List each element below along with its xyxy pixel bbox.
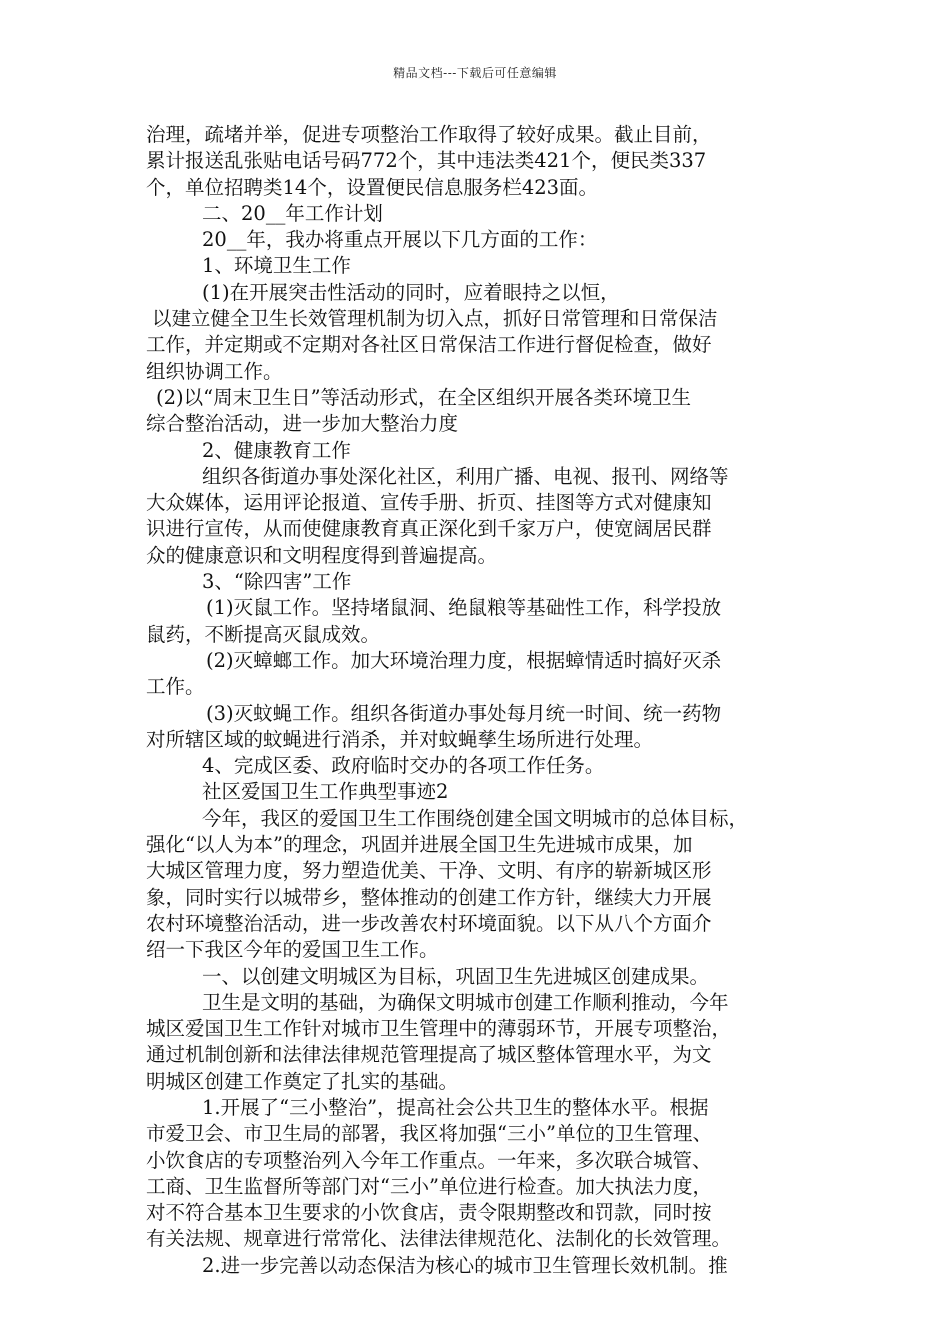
text-line: 强化“以人为本”的理念，巩固并进展全国卫生先进城市成果，加 bbox=[146, 833, 693, 857]
text-line: (1)在开展突击性活动的同时，应着眼持之以恒， bbox=[202, 280, 620, 304]
text-line: 组织协调工作。 bbox=[146, 359, 283, 383]
text-line: (2)灭蟑螂工作。加大环境治理力度，根据蟑情适时搞好灭杀 bbox=[206, 648, 722, 672]
subsection-heading: 2、健康教育工作 bbox=[202, 438, 351, 462]
text-line: 组织各街道办事处深化社区，利用广播、电视、报刊、网络等 bbox=[202, 464, 729, 488]
text-line: 识进行宣传，从而使健康教育真正深化到千家万户，使宽阔居民群 bbox=[146, 517, 712, 541]
text-line: 小饮食店的专项整治列入今年工作重点。一年来，多次联合城管、 bbox=[146, 1148, 712, 1172]
text-line: 对所辖区域的蚊蝇进行消杀，并对蚊蝇孳生场所进行处理。 bbox=[146, 727, 654, 751]
article-title: 社区爱国卫生工作典型事迹2 bbox=[202, 780, 449, 804]
section-heading: 一、以创建文明城区为目标，巩固卫生先进城区创建成果。 bbox=[202, 964, 710, 988]
text-line: (3)灭蚊蝇工作。组织各街道办事处每月统一时间、统一药物 bbox=[206, 701, 722, 725]
text-line: 大城区管理力度，努力塑造优美、干净、文明、有序的崭新城区形 bbox=[146, 859, 712, 883]
text-line: 1.开展了“三小整治”，提高社会公共卫生的整体水平。根据 bbox=[202, 1095, 709, 1119]
text-line: 绍一下我区今年的爱国卫生工作。 bbox=[146, 938, 439, 962]
text-line: 大众媒体，运用评论报道、宣传手册、折页、挂图等方式对健康知 bbox=[146, 491, 712, 515]
text-line: 众的健康意识和文明程度得到普遍提高。 bbox=[146, 543, 498, 567]
text-line: 明城区创建工作奠定了扎实的基础。 bbox=[146, 1069, 459, 1093]
subsection-heading: 1、环境卫生工作 bbox=[202, 254, 351, 278]
text-line: 个，单位招聘类14个，设置便民信息服务栏423面。 bbox=[146, 175, 599, 199]
section-heading: 二、20__年工作计划 bbox=[202, 201, 383, 225]
subsection-heading: 3、“除四害”工作 bbox=[202, 570, 352, 594]
text-line: 卫生是文明的基础，为确保文明城市创建工作顺利推动，今年 bbox=[202, 990, 729, 1014]
text-line: 工作，并定期或不定期对各社区日常保洁工作进行督促检查，做好 bbox=[146, 333, 712, 357]
text-line: 工商、卫生监督所等部门对“三小”单位进行检查。加大执法力度， bbox=[146, 1174, 712, 1198]
text-line: 累计报送乱张贴电话号码772个，其中违法类421个，便民类337 bbox=[146, 149, 707, 173]
text-line: 今年，我区的爱国卫生工作围绕创建全国文明城市的总体目标， bbox=[202, 806, 749, 830]
text-line: 4、完成区委、政府临时交办的各项工作任务。 bbox=[202, 754, 605, 778]
text-line: 综合整治活动，进一步加大整治力度 bbox=[146, 412, 459, 436]
text-line: 城区爱国卫生工作针对城市卫生管理中的薄弱环节，开展专项整治， bbox=[146, 1017, 732, 1041]
text-line: 治理，疏堵并举，促进专项整治工作取得了较好成果。截止目前， bbox=[146, 123, 712, 146]
text-line: 市爱卫会、市卫生局的部署，我区将加强“三小”单位的卫生管理、 bbox=[146, 1122, 712, 1146]
text-line: 工作。 bbox=[146, 675, 205, 699]
text-line: 有关法规、规章进行常常化、法律法律规范化、法制化的长效管理。 bbox=[146, 1227, 732, 1251]
text-line: 20__年，我办将重点开展以下几方面的工作： bbox=[202, 228, 598, 252]
text-line: 象，同时实行以城带乡，整体推动的创建工作方针，继续大力开展 bbox=[146, 885, 712, 909]
text-line: (1)灭鼠工作。坚持堵鼠洞、绝鼠粮等基础性工作，科学投放 bbox=[206, 596, 722, 620]
text-line: 对不符合基本卫生要求的小饮食店，责令限期整改和罚款，同时按 bbox=[146, 1201, 712, 1225]
text-line: 鼠药，不断提高灭鼠成效。 bbox=[146, 622, 381, 646]
text-line: (2)以“周末卫生日”等活动形式，在全区组织开展各类环境卫生 bbox=[156, 385, 692, 409]
text-line: 2.进一步完善以动态保洁为核心的城市卫生管理长效机制。推 bbox=[202, 1253, 728, 1277]
page-header: 精品文档---下载后可任意编辑 bbox=[393, 66, 557, 80]
text-line: 农村环境整治活动，进一步改善农村环境面貌。以下从八个方面介 bbox=[146, 911, 712, 935]
text-line: 以建立健全卫生长效管理机制为切入点，抓好日常管理和日常保洁 bbox=[152, 307, 718, 331]
document-body bbox=[146, 122, 814, 1279]
text-line: 通过机制创新和法律法律规范管理提高了城区整体管理水平，为文 bbox=[146, 1043, 712, 1067]
